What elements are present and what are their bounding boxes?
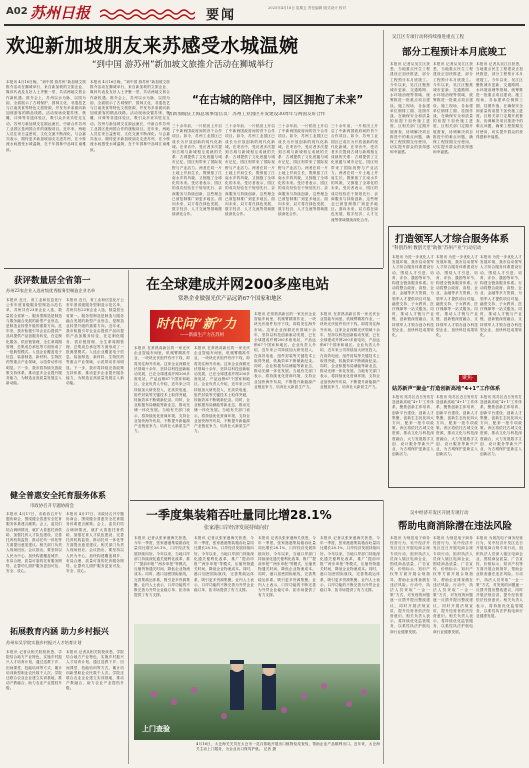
banner-title: 时代问“新”力 xyxy=(156,317,236,332)
rightbox-headline: 打造领军人才综合服务体系 xyxy=(395,234,510,245)
masthead-meta: 2025年4月18日 星期五 责任编辑 版式设计 校对 xyxy=(268,6,347,10)
left1-body-col1: 本报讯 近日，省工业和信息化厅公布年度省级服务型制造示范名单，苏州共有23家企业入选，数量居全省第一。服务型制造是制造与服务融合发展的新型产业形态，是制造业转型升级的重要方向。近年来，我市积极引导企业由提供产品向提供产品加服务转变，在定制化服务、供应链管理、全生命周期管理、总集成总承包等方面形成了一批典型模式。入选企业覆盖电子信息、装备制造、新材料、生物医药等重点产业领域，示范带动作用明显。下一步，我市将持续完善政策支持体系，推动更多企业提升服务能力，为制造业高质量发展注入新动能。 xyxy=(6,298,62,386)
rightbox-inset-headline: 姑苏新声“聚金”打造创新高地“4+1”工作体系 xyxy=(392,386,501,392)
left3-headline: 拓展教育内涵 助力乡村振兴 xyxy=(10,627,109,636)
wave-ornament xyxy=(100,8,195,20)
right1-kicker: 吴江区专项行动将持续推进重点工程 xyxy=(392,35,464,40)
left2-subhead: 市政协召开专题协商会 xyxy=(30,504,74,509)
divider xyxy=(383,500,384,764)
divider xyxy=(383,30,384,268)
left3-subhead: 苏州东吴学院实施乡村振兴人才培育计划 xyxy=(6,640,82,645)
center-body-col4: 本报讯 在常熟高新区的一家光伏企业智能车间里，机械臂精准作业，一块块光伏组件有序下线，即将发往海外市场。这家企业深耕光伏领域十余年，坚持以科技创新驱动发展，已在全球建成并网200多座电站，产品远销67个国家和地区。企业负责人介绍，近年来公司持续加大研发投入，在高效电池、组件封装等关键技术上取得突破，转换效率不断刷新纪录。同时，企业积极布局储能等新业态，推动光储一体化发展。当地有关部门表示，将持续优化营商环境，支持企业加快海外布局，不断提升新能源产业链竞争力，培育壮大新质生产力。 xyxy=(320,312,380,389)
feature-body-col1: 三十余年前，一片稻田上开启了中新两国政府间的首个合作项目。如今，苏州工业园区已成长为开放创新的现代化新城。在采访中，受访者多次提到古城与新城相互成就的关系：古城提供了文化底蕴与城市记忆，园区则带来了国际视野与产业活力。两者在同一片土地上并肩生长，既保留了江南水乡的风貌，又拥抱了全球化的未来。受访者表示，园区的成功经验在于规划先行、亲商服务与持续创新，这些理念已被复制推广到更多地区。面向未来，双方将在绿色发展、数字经济、人才交流等领域继续深化合作。 xyxy=(172,124,222,217)
center2-body-col1: 本报讯 记者从张家港海关获悉，今年一季度，张家港港集装箱吞吐量同比增长28.1%，口岸经济发展持续向好。今年以来，当地口岸部门持续深化通关便利化改革，推广“提前申报”“两步申报”等模式，压缩货物通关时间，降低企业物流成本。同时，港口加密国际航线，完善集疏运体系，吸引更多货源集聚。业内人士表示，口岸功能的不断完善为外贸企业稳订单、拓市场提供了有力支撑。 xyxy=(134,536,190,598)
left3-body-col2: 本报讯 记者从相关院校获悉，学院结合地方产业特色，实施乡村振兴人才培育计划，通过送教下乡、田间课堂、技能培训等方式，累计培训新型职业农民数千人次。学院还联合农业企业建立实训基地，推动产教融合，助力农业产业提档升级。 xyxy=(66,650,124,691)
right2-body-col1: 本报讯 为规范电子商务经营行为，吴中经济开发区近日开展电商合规专项行动，组织执法人员深入辖区电商企业，围绕商品质量、广告宣传、价格标示、知识产权等方面开展合规指导，帮助企业排查潜在违法风险。行动中，执法人员采取“一企一策”方式，对发现的问题逐一反馈并提出整改建议，同时开展法规宣讲，提升经营者依法经营意识。相关负责人表示，将持续优化监管服务，以柔性执法护航电商行业健康发展。 xyxy=(390,536,430,634)
left1-body-col2: 本报讯 近日，省工业和信息化厅公布年度省级服务型制造示范名单，苏州共有23家企业入选，数量居全省第一。服务型制造是制造与服务融合发展的新型产业形态，是制造业转型升级的重要方向。近年来，我市积极引导企业由提供产品向提供产品加服务转变，在定制化服务、供应链管理、全生命周期管理、总集成总承包等方面形成了一批典型模式。入选企业覆盖电子信息、装备制造、新材料、生物医药等重点产业领域，示范带动作用明显。下一步，我市将持续完善政策支持体系，推动更多企业提升服务能力，为制造业高质量发展注入新动能。 xyxy=(66,298,124,386)
right1-body-col1: 本报讯 记者从吴江区获悉，当地重点民生工程建设正加快推进，部分工程预计本月底竣工。今年以来，吴江区聚焦城市更新、交通路网、水环境治理等领域，统筹推进一批重点项目建设。施工现场，各参建单位倒排工期、挂图作战，在确保安全和质量的前提下加快施工进度。区相关部门定期开展督查，协调解决项目推进中的难点问题，确保工程按期交付使用，切实提升群众的获得感和幸福感。 xyxy=(390,62,430,155)
right1-body-col3: 本报讯 记者从吴江区获悉，当地重点民生工程建设正加快推进，部分工程预计本月底竣工。今年以来，吴江区聚焦城市更新、交通路网、水环境治理等领域，统筹推进一批重点项目建设。施工现场，各参建单位倒排工期、挂图作战，在确保安全和质量的前提下加快施工进度。区相关部门定期开展督查，协调解决项目推进中的难点问题，确保工程按期交付使用，切实提升群众的获得感和幸福感。 xyxy=(476,62,523,139)
rightbox-subhead: “科创苏州 数创天堂”助推“苏州产业”行动启动 xyxy=(392,246,482,251)
right2-kicker: 吴中经济开发区开展专项行动 xyxy=(410,511,469,516)
center-subhead: 常熟企业做强光伏产品远销67个国家和地区 xyxy=(178,296,282,302)
left2-body-col2: 本报讯 4月17日，市政协召开专题协商会，围绕健全普惠安全托育服务体系建言献策。会上，委员们结合调研情况，就扩大普惠托育供给、加强托育人才队伍建设、完善托育机构监管、推动托幼一体化等方面提出意见建议。相关部门负责人现场回应。会议指出，要坚持以人民为中心，加快构建覆盖城乡、布局合理、质量可靠的托育服务网络，让婴幼儿照护服务更加可及、安全、放心。 xyxy=(66,512,124,574)
page-number: A02 xyxy=(6,6,28,17)
banner xyxy=(150,310,250,342)
left3-body-col1: 本报讯 记者从相关院校获悉，学院结合地方产业特色，实施乡村振兴人才培育计划，通过送教下乡、田间课堂、技能培训等方式，累计培训新型职业农民数千人次。学院还联合农业企业建立实训基地，推动产教融合，助力农业产业提档升级。 xyxy=(6,650,62,691)
left2-body-col1: 本报讯 4月17日，市政协召开专题协商会，围绕健全普惠安全托育服务体系建言献策。会上，委员们结合调研情况，就扩大普惠托育供给、加强托育人才队伍建设、完善托育机构监管、推动托幼一体化等方面提出意见建议。相关部门负责人现场回应。会议指出，要坚持以人民为中心，加快构建覆盖城乡、布局合理、质量可靠的托育服务网络，让婴幼儿照护服务更加可及、安全、放心。 xyxy=(6,512,62,574)
divider xyxy=(130,500,383,501)
center2-body-col4: 本报讯 记者从张家港海关获悉，今年一季度，张家港港集装箱吞吐量同比增长28.1%，口岸经济发展持续向好。今年以来，当地口岸部门持续深化通关便利化改革，推广“提前申报”“两步申报”等模式，压缩货物通关时间，降低企业物流成本。同时，港口加密国际航线，完善集疏运体系，吸引更多货源集聚。业内人士表示，口岸功能的不断完善为外贸企业稳订单、拓市场提供了有力支撑。 xyxy=(320,536,380,593)
banner-sub: ——新质生产力在苏州 xyxy=(180,333,224,338)
photo-tag: 上门查验 xyxy=(142,725,170,733)
feature-body-col3: 三十余年前，一片稻田上开启了中新两国政府间的首个合作项目。如今，苏州工业园区已成长为开放创新的现代化新城。在采访中，受访者多次提到古城与新城相互成就的关系：古城提供了文化底蕴与城市记忆，园区则带来了国际视野与产业活力。两者在同一片土地上并肩生长，既保留了江南水乡的风貌，又拥抱了全球化的未来。受访者表示，园区的成功经验在于规划先行、亲商服务与持续创新，这些理念已被复制推广到更多地区。面向未来，双方将在绿色发展、数字经济、人才交流等领域继续深化合作。 xyxy=(278,124,328,217)
masthead-rule xyxy=(4,24,525,26)
center2-body-col2: 本报讯 记者从张家港海关获悉，今年一季度，张家港港集装箱吞吐量同比增长28.1%，口岸经济发展持续向好。今年以来，当地口岸部门持续深化通关便利化改革，推广“提前申报”“两步申报”等模式，压缩货物通关时间，降低企业物流成本。同时，港口加密国际航线，完善集疏运体系，吸引更多货源集聚。业内人士表示，口岸功能的不断完善为外贸企业稳订单、拓市场提供了有力支撑。 xyxy=(194,536,254,593)
center2-body-col3: 本报讯 记者从张家港海关获悉，今年一季度，张家港港集装箱吞吐量同比增长28.1%，口岸经济发展持续向好。今年以来，当地口岸部门持续深化通关便利化改革，推广“提前申报”“两步申报”等模式，压缩货物通关时间，降低企业物流成本。同时，港口加密国际航线，完善集疏运体系，吸引更多货源集聚。业内人士表示，口岸功能的不断完善为外贸企业稳订单、拓市场提供了有力支撑。 xyxy=(258,536,316,598)
left1-headline: 获评数量居全省第一 xyxy=(14,276,91,286)
center-body-col2: 本报讯 在常熟高新区的一家光伏企业智能车间里，机械臂精准作业，一块块光伏组件有序下线，即将发往海外市场。这家企业深耕光伏领域十余年，坚持以科技创新驱动发展，已在全球建成并网200多座电站，产品远销67个国家和地区。企业负责人介绍，近年来公司持续加大研发投入，在高效电池、组件封装等关键技术上取得突破，转换效率不断刷新纪录。同时，企业积极布局储能等新业态，推动光储一体化发展。当地有关部门表示，将持续优化营商环境，支持企业加快海外布局，不断提升新能源产业链竞争力，培育壮大新质生产力。 xyxy=(194,346,250,434)
feature-headline: “在古城的陪伴中，园区拥抱了未来” xyxy=(192,94,364,106)
center2-headline: 一季度集装箱吞吐量同比增28.1% xyxy=(146,508,332,522)
feature-body-col4: 三十余年前，一片稻田上开启了中新两国政府间的首个合作项目。如今，苏州工业园区已成长为开放创新的现代化新城。在采访中，受访者多次提到古城与新城相互成就的关系：古城提供了文化底蕴与城市记忆，园区则带来了国际视野与产业活力。两者在同一片土地上并肩生长，既保留了江南水乡的风貌，又拥抱了全球化的未来。受访者表示，园区的成功经验在于规划先行、亲商服务与持续创新，这些理念已被复制推广到更多地区。面向未来，双方将在绿色发展、数字经济、人才交流等领域继续深化合作。 xyxy=(331,124,378,222)
rightbox-body-col1: 本报讯 为进一步优化人才发展环境，我市启动领军人才综合服务体系建设行动，围绕人才引进、培育、评价、激励等环节，构建全链条服务体系。行动将整合政府、高校、企业、金融等多方资源，为领军人才提供项目对接、融资支持、子女教育、医疗保障等一站式服务。同时，推动人才链与产业链、创新链深度融合，支持领军人才领办创办科技型企业，加快科技成果转化。 xyxy=(392,255,434,338)
rightbox-inset-label: 聚焦· xyxy=(459,375,477,382)
rightbox-inset-col2: 本报讯 姑苏区近日发布打造创新高地“4+1”工作体系，聚焦创新主体培育、创新平台建设、创新人才集聚、创新生态优化四大方向，配套一批专项政策。该区将依托古城文化资源，推动文化与科技深度融合，大力发展数字文创、设计服务等新兴产业，为古城保护更新注入创新活力。 xyxy=(436,395,478,457)
center2-subhead: 张家港口岸经济发展持续向好 xyxy=(204,525,270,531)
divider xyxy=(4,268,383,269)
rightbox-inset-col3: 本报讯 姑苏区近日发布打造创新高地“4+1”工作体系，聚焦创新主体培育、创新平台建设、创新人才集聚、创新生态优化四大方向，配套一批专项政策。该区将依托古城文化资源，推动文化与科技深度融合，大力发展数字文创、设计服务等新兴产业，为古城保护更新注入创新活力。 xyxy=(480,395,522,457)
news-photo xyxy=(134,624,380,740)
lead-body-col2: 本报讯 4月16日晚，“到中国 游苏州”新加坡文旅推介活动在狮城举行，来自新加坡的文旅企业、媒体代表及友好人士齐聚一堂，共话两地文旅合作新机遇。推介会上，苏州以水为脉、以园为韵，全面展示了古城保护、园林文化、非遗技艺与江南美食等特色文旅资源，并发布多条面向新加坡游客的精品线路。活动现场设置苏绣、核雕、评弹等非遗体验区，吸引众多来宾驻足互动。苏州与新加坡交往源远流长，中新合作苏州工业园区是两国合作的旗舰项目。近年来，两地人员往来日益密切，文化交流不断深化。与会嘉宾表示，期待更多新加坡朋友走进苏州，在小桥流水间感受水城温婉，在千年园林中品味江南雅致。 xyxy=(90,80,170,152)
feature-subhead: 访新加坡驻上海总领事馆官员：苏州工业园区开发建设30周年与两国友好合作 xyxy=(168,112,326,117)
masthead xyxy=(0,0,529,26)
feature-body-col2: 三十余年前，一片稻田上开启了中新两国政府间的首个合作项目。如今，苏州工业园区已成长为开放创新的现代化新城。在采访中，受访者多次提到古城与新城相互成就的关系：古城提供了文化底蕴与城市记忆，园区则带来了国际视野与产业活力。两者在同一片土地上并肩生长，既保留了江南水乡的风貌，又拥抱了全球化的未来。受访者表示，园区的成功经验在于规划先行、亲商服务与持续创新，这些理念已被复制推广到更多地区。面向未来，双方将在绿色发展、数字经济、人才交流等领域继续深化合作。 xyxy=(225,124,275,217)
center-body-col3: 本报讯 在常熟高新区的一家光伏企业智能车间里，机械臂精准作业，一块块光伏组件有序下线，即将发往海外市场。这家企业深耕光伏领域十余年，坚持以科技创新驱动发展，已在全球建成并网200多座电站，产品远销67个国家和地区。企业负责人介绍，近年来公司持续加大研发投入，在高效电池、组件封装等关键技术上取得突破，转换效率不断刷新纪录。同时，企业积极布局储能等新业态，推动光储一体化发展。当地有关部门表示，将持续优化营商环境，支持企业加快海外布局，不断提升新能源产业链竞争力，培育壮大新质生产力。 xyxy=(254,312,316,389)
left2-headline: 健全普惠安全托育服务体系 xyxy=(10,491,106,500)
photo-caption: 4月16日，太仓海关关员在太仓市一花卉基地开展出口植物检疫查验，帮助企业产品顺利出口。近年来，太仓海关主动上门服务，为企业出口保驾护航。 记者 摄 xyxy=(196,742,380,752)
lead-subhead: “到中国 游苏州”新加坡文旅推介活动在狮城举行 xyxy=(92,60,274,70)
section-name: 要闻 xyxy=(206,8,237,23)
right2-headline: 帮助电商消除潜在违法风险 xyxy=(398,521,513,532)
rightbox-body-col3: 本报讯 为进一步优化人才发展环境，我市启动领军人才综合服务体系建设行动，围绕人才引进、培育、评价、激励等环节，构建全链条服务体系。行动将整合政府、高校、企业、金融等多方资源，为领军人才提供项目对接、融资支持、子女教育、医疗保障等一站式服务。同时，推动人才链与产业链、创新链深度融合，支持领军人才领办创办科技型企业，加快科技成果转化。 xyxy=(480,255,522,338)
rightbox-body-col2: 本报讯 为进一步优化人才发展环境，我市启动领军人才综合服务体系建设行动，围绕人才引进、培育、评价、激励等环节，构建全链条服务体系。行动将整合政府、高校、企业、金融等多方资源，为领军人才提供项目对接、融资支持、子女教育、医疗保障等一站式服务。同时，推动人才链与产业链、创新链深度融合，支持领军人才领办创办科技型企业，加快科技成果转化。 xyxy=(436,255,478,338)
center-headline: 在全球建成并网200多座电站 xyxy=(146,277,330,293)
divider xyxy=(128,270,129,764)
right2-body-col2: 本报讯 为规范电子商务经营行为，吴中经济开发区近日开展电商合规专项行动，组织执法人员深入辖区电商企业，围绕商品质量、广告宣传、价格标示、知识产权等方面开展合规指导，帮助企业排查潜在违法风险。行动中，执法人员采取“一企一策”方式，对发现的问题逐一反馈并提出整改建议，同时开展法规宣讲，提升经营者依法经营意识。相关负责人表示，将持续优化监管服务，以柔性执法护航电商行业健康发展。 xyxy=(433,536,473,634)
rightbox-inset-col1: 本报讯 姑苏区近日发布打造创新高地“4+1”工作体系，聚焦创新主体培育、创新平台建设、创新人才集聚、创新生态优化四大方向，配套一批专项政策。该区将依托古城文化资源，推动文化与科技深度融合，大力发展数字文创、设计服务等新兴产业，为古城保护更新注入创新活力。 xyxy=(392,395,434,457)
lead-headline: 欢迎新加坡朋友来苏感受水城温婉 xyxy=(6,35,299,57)
lead-body-col1: 本报讯 4月16日晚，“到中国 游苏州”新加坡文旅推介活动在狮城举行，来自新加坡的文旅企业、媒体代表及友好人士齐聚一堂，共话两地文旅合作新机遇。推介会上，苏州以水为脉、以园为韵，全面展示了古城保护、园林文化、非遗技艺与江南美食等特色文旅资源，并发布多条面向新加坡游客的精品线路。活动现场设置苏绣、核雕、评弹等非遗体验区，吸引众多来宾驻足互动。苏州与新加坡交往源远流长，中新合作苏州工业园区是两国合作的旗舰项目。近年来，两地人员往来日益密切，文化交流不断深化。与会嘉宾表示，期待更多新加坡朋友走进苏州，在小桥流水间感受水城温婉，在千年园林中品味江南雅致。 xyxy=(6,80,86,152)
right-box xyxy=(388,226,525,488)
center-body-col1: 本报讯 在常熟高新区的一家光伏企业智能车间里，机械臂精准作业，一块块光伏组件有序下线，即将发往海外市场。这家企业深耕光伏领域十余年，坚持以科技创新驱动发展，已在全球建成并网200多座电站，产品远销67个国家和地区。企业负责人介绍，近年来公司持续加大研发投入，在高效电池、组件封装等关键技术上取得突破，转换效率不断刷新纪录。同时，企业积极布局储能等新业态，推动光储一体化发展。当地有关部门表示，将持续优化营商环境，支持企业加快海外布局，不断提升新能源产业链竞争力，培育壮大新质生产力。 xyxy=(134,346,190,434)
paper-name: 苏州日报 xyxy=(30,4,91,22)
right1-body-col2: 本报讯 记者从吴江区获悉，当地重点民生工程建设正加快推进，部分工程预计本月底竣工。今年以来，吴江区聚焦城市更新、交通路网、水环境治理等领域，统筹推进一批重点项目建设。施工现场，各参建单位倒排工期、挂图作战，在确保安全和质量的前提下加快施工进度。区相关部门定期开展督查，协调解决项目推进中的难点问题，确保工程按期交付使用，切实提升群众的获得感和幸福感。 xyxy=(433,62,473,155)
left1-subhead: 苏州23家企业入选省级优秀服务型制造企业名单 xyxy=(6,288,96,293)
right2-body-col3: 本报讯 为规范电子商务经营行为，吴中经济开发区近日开展电商合规专项行动，组织执法人员深入辖区电商企业，围绕商品质量、广告宣传、价格标示、知识产权等方面开展合规指导，帮助企业排查潜在违法风险。行动中，执法人员采取“一企一策”方式，对发现的问题逐一反馈并提出整改建议，同时开展法规宣讲，提升经营者依法经营意识。相关负责人表示，将持续优化监管服务，以柔性执法护航电商行业健康发展。 xyxy=(476,536,523,619)
right1-headline: 部分工程预计本月底竣工 xyxy=(402,47,507,58)
